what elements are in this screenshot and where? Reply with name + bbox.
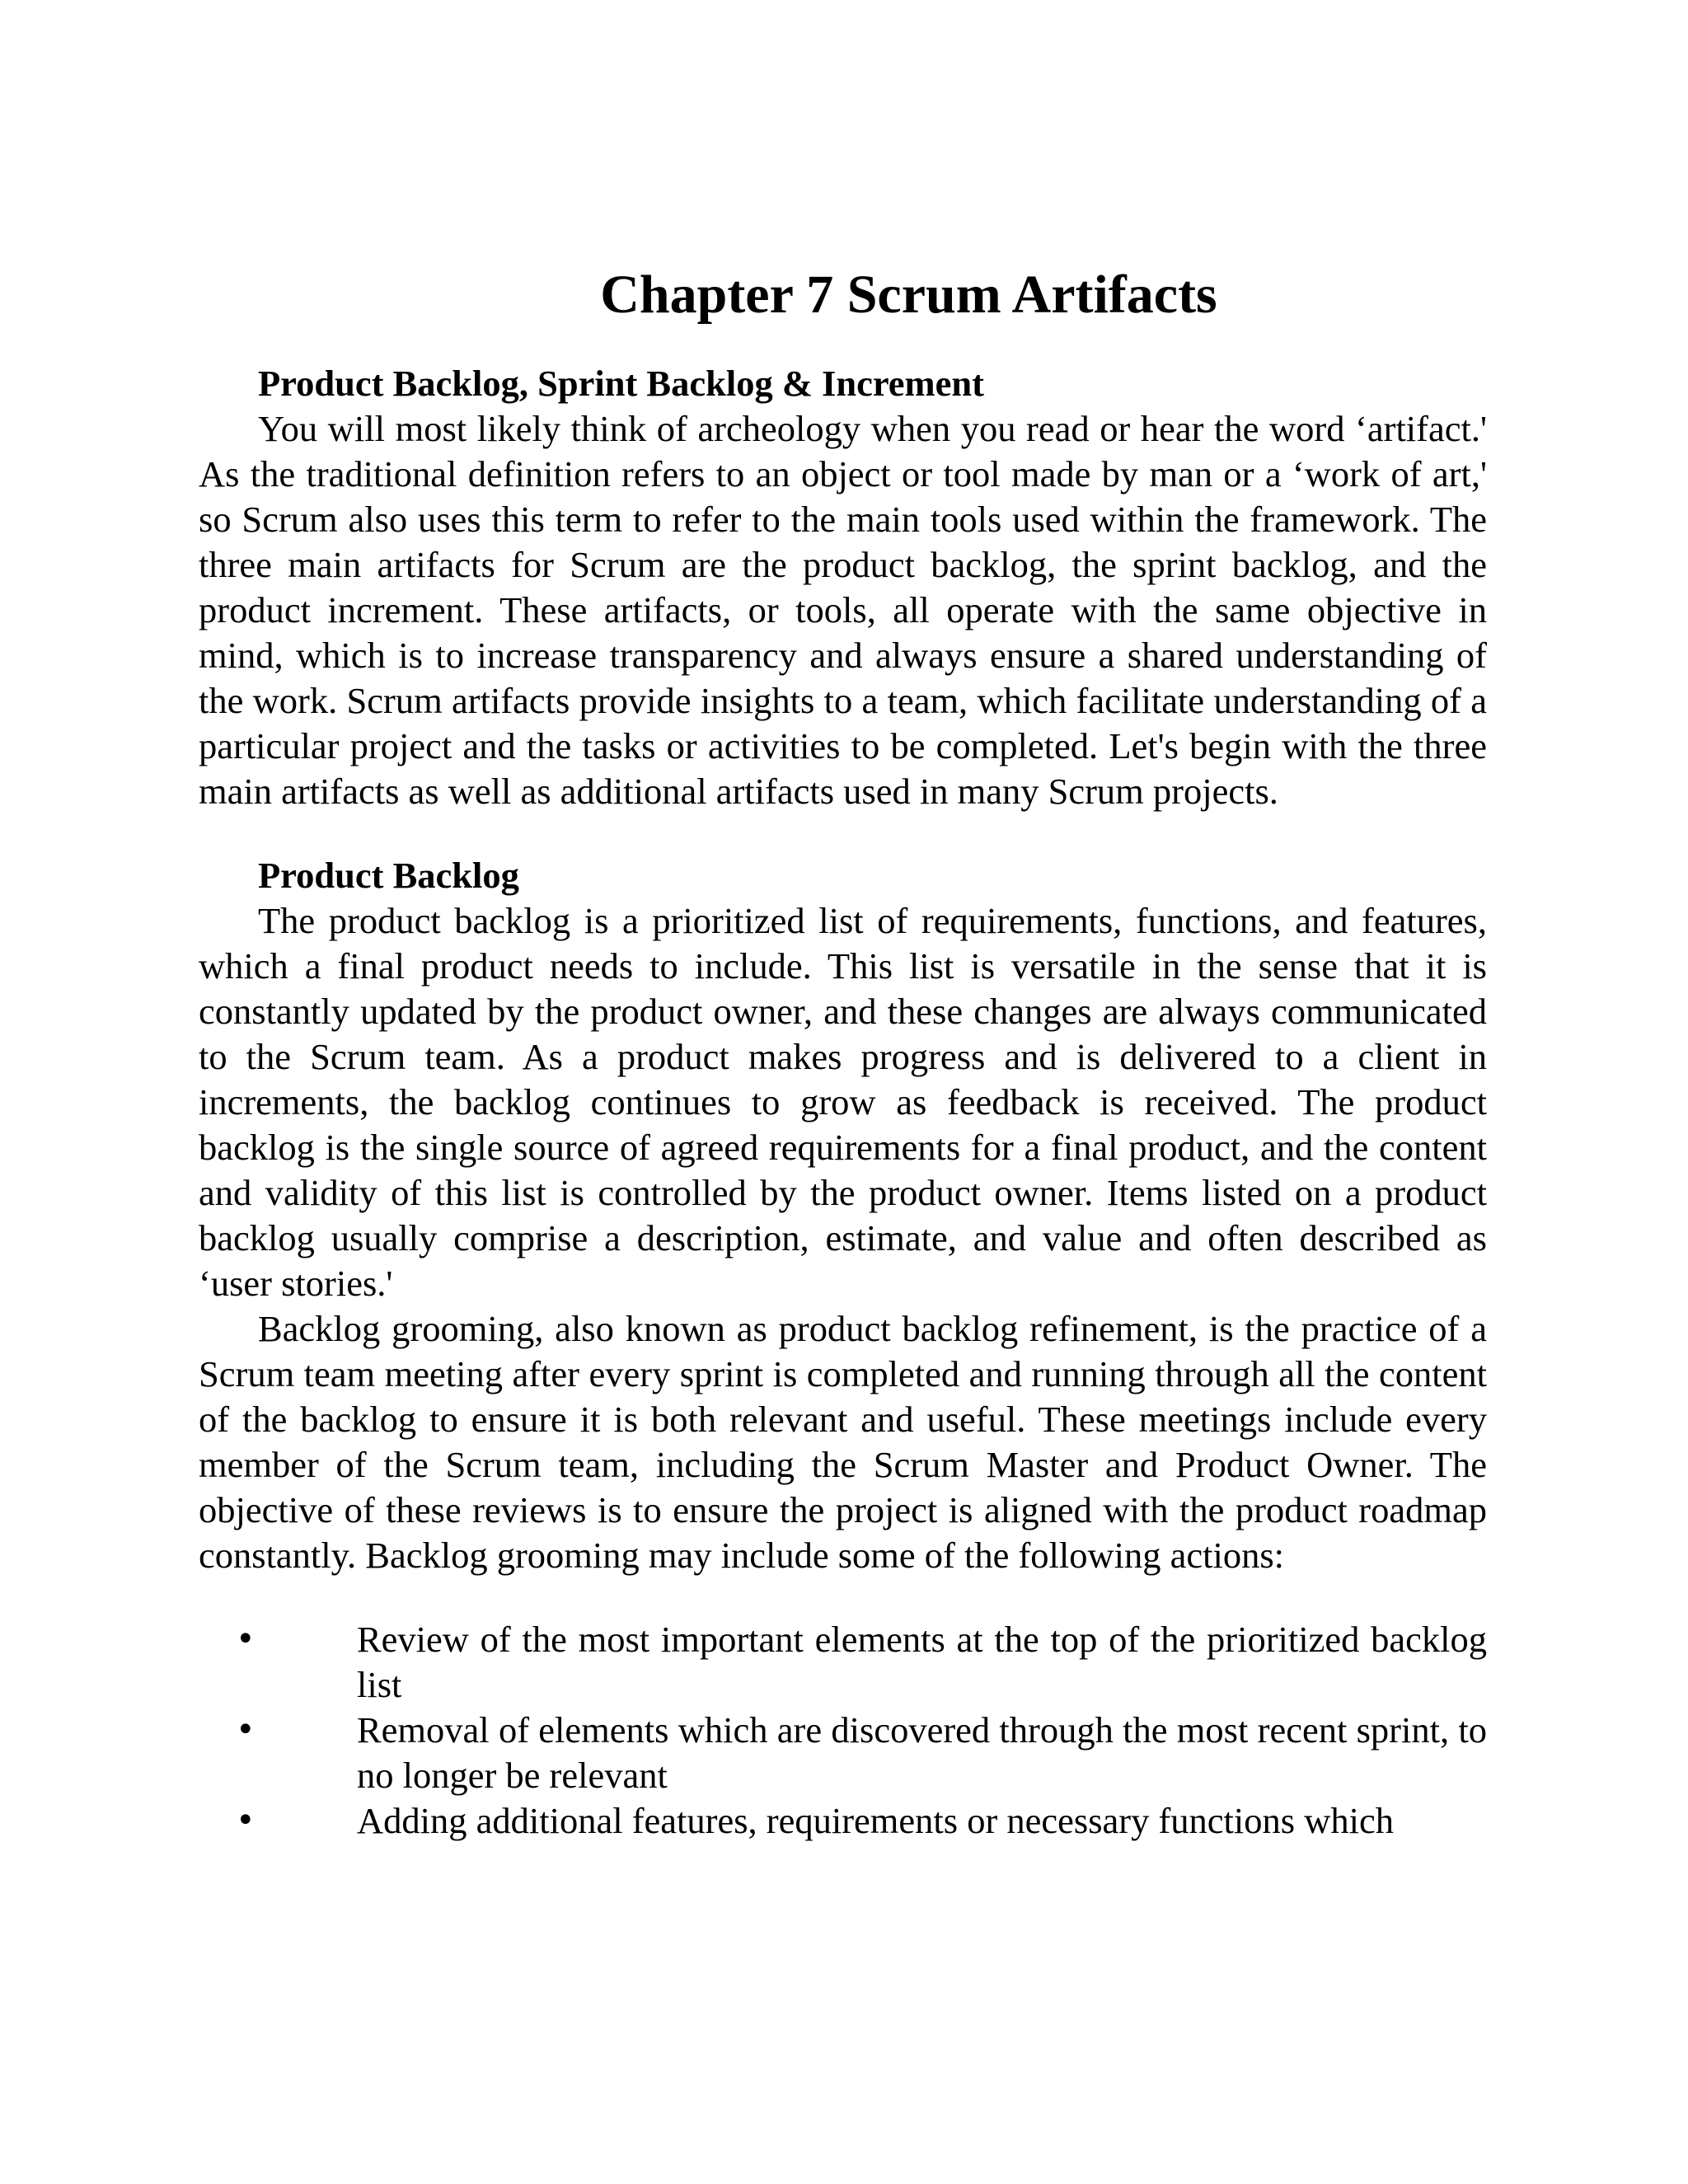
chapter-title: Chapter 7 Scrum Artifacts: [600, 265, 1217, 325]
paragraph-product-backlog: The product backlog is a prioritized list of requirements, functions, and features, which a final product needs to include. This list is versatile in the sense that it is constantly updated by the product owner, and these changes are always communicated to the Scrum team. As a product makes progress and is delivered to a client in increments, the backlog continues to grow as feedback is received. The product backlog is the single source of agreed requirements for a final product, and the content and validity of this list is controlled by the product owner. Items listed on a product backlog usually comprise a description, estimate, and value and often described as ‘user stories.': [199, 899, 1487, 1304]
grooming-actions-list: [199, 1617, 1487, 1844]
section-spacer: [199, 814, 1487, 853]
page-content: [199, 264, 1487, 1844]
list-item-text: Adding additional features, requirements or necessary functions which: [357, 1799, 1394, 1841]
paragraph-backlog-grooming: Backlog grooming, also known as product backlog refinement, is the practice of a Scrum team meeting after every sprint is completed and running through all the content of the backlog to ensure it is both relevant and useful. These meetings include every member of the Scrum team, including the Scrum Master and Product Owner. The objective of these reviews is to ensure the project is aligned with the product roadmap constantly. Backlog grooming may include some of the following actions:: [199, 1307, 1487, 1576]
bullet-icon: •: [236, 1801, 256, 1840]
list-item-text: Removal of elements which are discovered through the most recent sprint, to no longer be relevant: [357, 1708, 1487, 1796]
bullet-icon: •: [236, 1710, 256, 1749]
list-item: [199, 1617, 1487, 1708]
section-heading-artifacts-overview: Product Backlog, Sprint Backlog & Increment: [258, 362, 984, 404]
list-item: [199, 1798, 1487, 1844]
list-item: [199, 1708, 1487, 1798]
paragraph-artifacts-intro: You will most likely think of archeology when you read or hear the word ‘artifact.' As the traditional definition refers to an object or tool made by man or a ‘work of art,' so Scrum also uses this term to refer to the main tools used within the framework. The three main artifacts for Scrum are the product backlog, the sprint backlog, and the product increment. These artifacts, or tools, all operate with the same objective in mind, which is to increase transparency and always ensure a shared understanding of the work. Scrum artifacts provide insights to a team, which facilitate understanding of a particular project and the tasks or activities to be completed. Let's begin with the three main artifacts as well as additional artifacts used in many Scrum projects.: [199, 407, 1487, 812]
list-spacer: [199, 1578, 1487, 1617]
bullet-icon: •: [236, 1619, 256, 1658]
section-heading-product-backlog: Product Backlog: [258, 854, 519, 896]
list-item-text: Review of the most important elements at the top of the prioritized backlog list: [357, 1618, 1487, 1705]
